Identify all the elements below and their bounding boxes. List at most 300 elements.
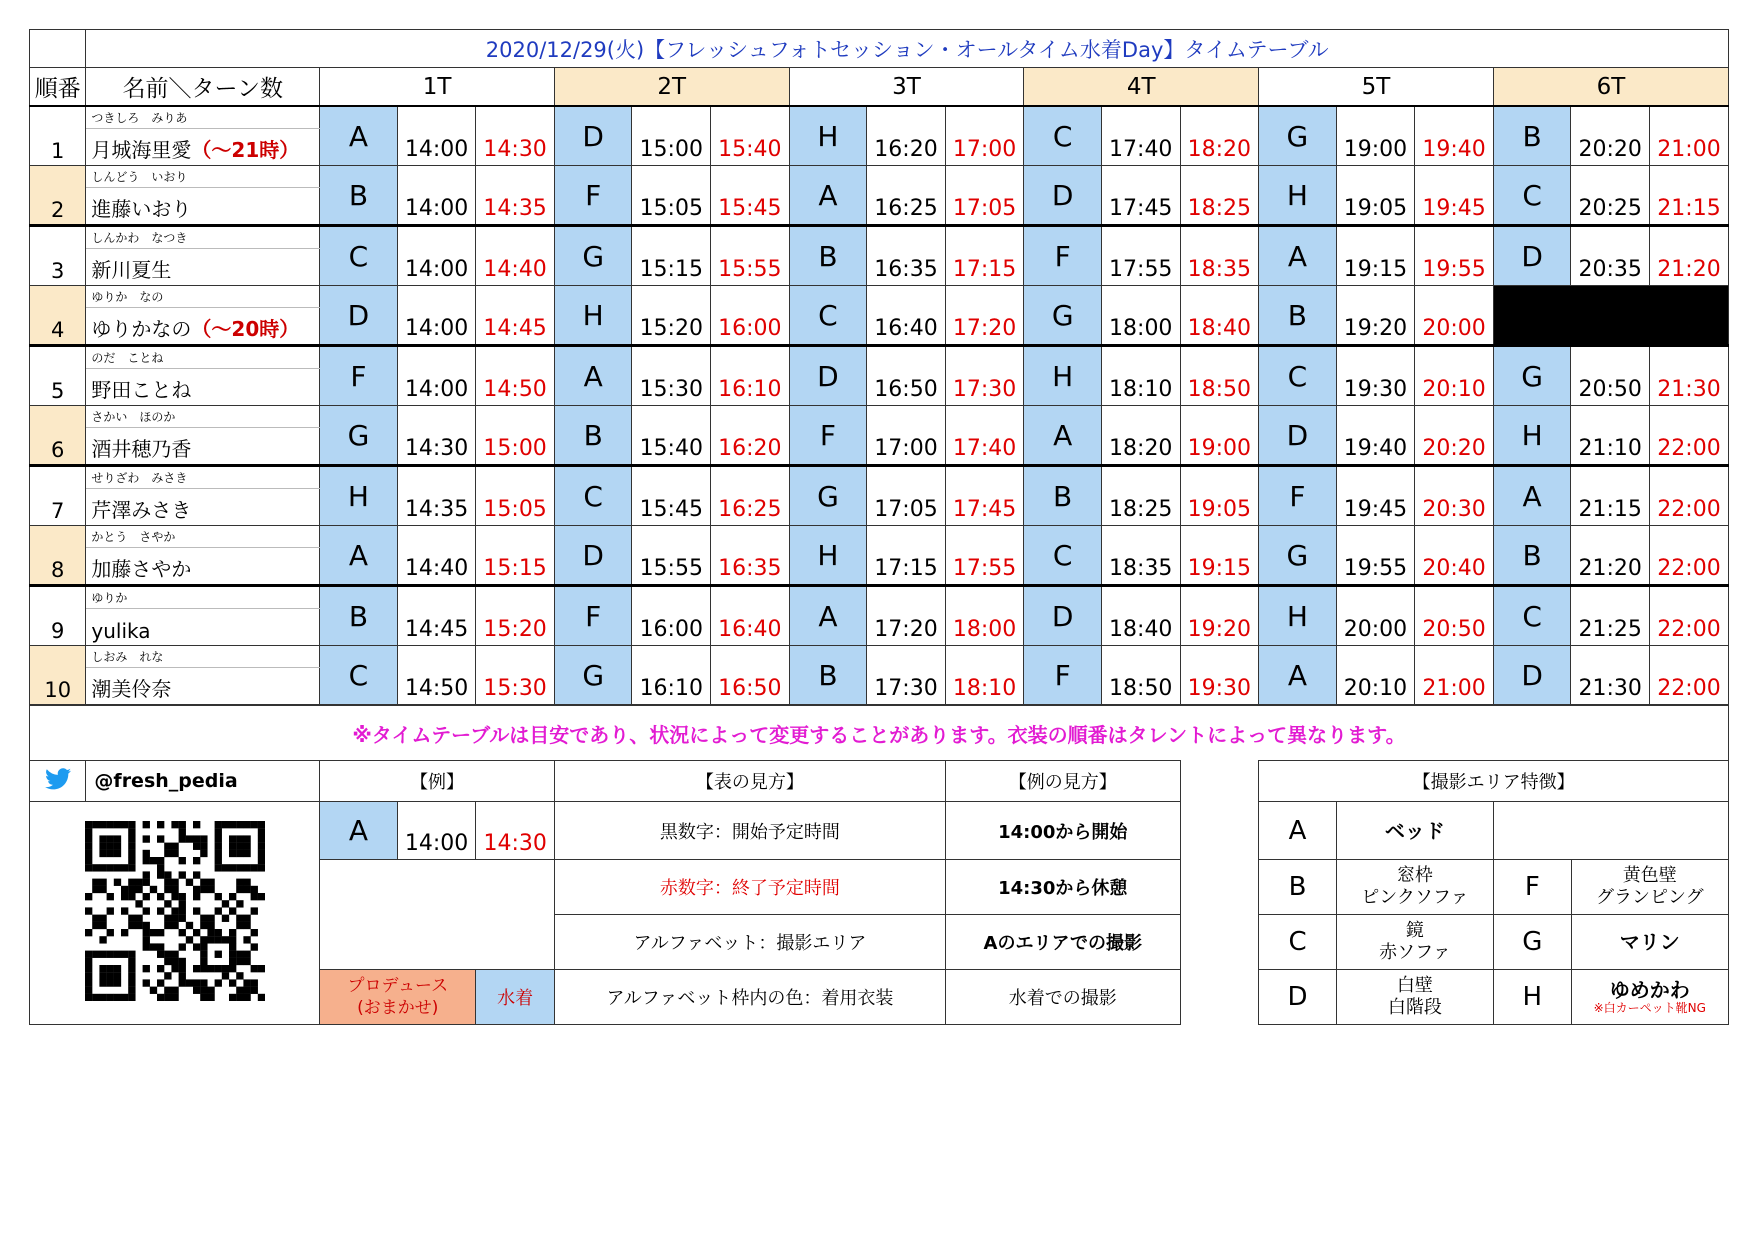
qr-module — [142, 821, 149, 828]
qr-module — [164, 871, 171, 878]
qr-module — [236, 821, 243, 828]
qr-module — [164, 922, 171, 929]
area-cell: A — [1024, 406, 1102, 466]
qr-module — [121, 821, 128, 828]
start-time: 14:00 — [397, 286, 476, 346]
qr-module — [128, 951, 135, 958]
qr-module — [236, 951, 243, 958]
qr-module — [121, 864, 128, 871]
qr-module — [85, 857, 92, 864]
qr-module — [193, 835, 200, 842]
turn-header: 5T — [1259, 68, 1494, 107]
qr-module — [128, 850, 135, 857]
qr-module — [229, 893, 236, 900]
qr-module — [164, 958, 171, 965]
start-time: 19:40 — [1336, 406, 1415, 466]
qr-module — [185, 979, 192, 986]
qr-module — [164, 886, 171, 893]
qr-module — [178, 958, 185, 965]
start-time: 14:00 — [397, 166, 476, 226]
area-cell: F — [1259, 466, 1337, 526]
qr-module — [257, 850, 264, 857]
area-cell: A — [320, 106, 398, 166]
area-cell: H — [1493, 406, 1571, 466]
qr-module — [142, 857, 149, 864]
area-features-header: 【撮影エリア特徴】 — [1259, 761, 1729, 802]
qr-module — [236, 900, 243, 907]
qr-module — [207, 987, 214, 994]
qr-module — [106, 843, 113, 850]
area-cell: F — [554, 166, 632, 226]
qr-module — [250, 893, 257, 900]
end-time: 14:35 — [476, 166, 555, 226]
qr-module — [135, 879, 142, 886]
qr-module — [257, 893, 264, 900]
qr-module — [221, 821, 228, 828]
area-cell: C — [1493, 166, 1571, 226]
qr-module — [92, 879, 99, 886]
area-cell: B — [789, 646, 867, 705]
qr-module — [92, 864, 99, 871]
qr-module — [193, 871, 200, 878]
area-d-desc: 白壁 白階段 — [1336, 970, 1493, 1025]
qr-module — [221, 900, 228, 907]
performer-kana: つきしろ みりあ — [86, 106, 320, 129]
qr-module — [257, 864, 264, 871]
qr-module — [178, 972, 185, 979]
example-blank — [320, 915, 555, 970]
qr-module — [243, 958, 250, 965]
performer-kana: しんかわ なつき — [86, 226, 320, 249]
qr-module — [178, 821, 185, 828]
end-time: 18:10 — [945, 646, 1024, 705]
area-cell: C — [320, 226, 398, 286]
qr-module — [236, 835, 243, 842]
qr-module — [164, 987, 171, 994]
start-time: 17:30 — [867, 646, 946, 705]
howto-item: アルファベット枠内の色：着用衣装 — [554, 970, 945, 1025]
start-time: 19:15 — [1336, 226, 1415, 286]
end-time: 17:00 — [945, 106, 1024, 166]
area-letter-c: C — [1259, 915, 1337, 970]
qr-module — [99, 843, 106, 850]
start-time: 18:40 — [1101, 586, 1180, 646]
qr-module — [121, 994, 128, 1001]
area-g-desc: マリン — [1571, 915, 1728, 970]
qr-module — [85, 972, 92, 979]
performer-name: 酒井穂乃香 — [91, 437, 192, 461]
qr-module — [157, 943, 164, 950]
qr-module — [257, 994, 264, 1001]
qr-module — [99, 886, 106, 893]
qr-module — [128, 843, 135, 850]
performer-row — [30, 586, 1729, 609]
end-time: 20:10 — [1415, 346, 1494, 406]
qr-module — [214, 864, 221, 871]
qr-module — [85, 828, 92, 835]
end-time: 22:00 — [1650, 406, 1729, 466]
qr-module — [142, 871, 149, 878]
qr-module — [85, 958, 92, 965]
area-cell: D — [1024, 586, 1102, 646]
qr-module — [229, 929, 236, 936]
order-number: 1 — [30, 106, 86, 166]
qr-module — [178, 929, 185, 936]
qr-module — [200, 987, 207, 994]
area-cell: G — [1259, 526, 1337, 586]
qr-module — [113, 972, 120, 979]
qr-module — [113, 835, 120, 842]
end-time: 21:00 — [1650, 106, 1729, 166]
qr-module — [200, 958, 207, 965]
end-time: 22:00 — [1650, 586, 1729, 646]
howto-item: アルファベット：撮影エリア — [554, 915, 945, 970]
qr-module — [171, 907, 178, 914]
qr-module — [85, 843, 92, 850]
performer-name: 加藤さやか — [91, 557, 192, 581]
area-cell: G — [554, 226, 632, 286]
qr-module — [185, 835, 192, 842]
end-time: 17:30 — [945, 346, 1024, 406]
start-time: 21:10 — [1571, 406, 1650, 466]
start-time: 17:20 — [867, 586, 946, 646]
end-time: 15:20 — [476, 586, 555, 646]
qr-module — [200, 936, 207, 943]
qr-module — [157, 857, 164, 864]
qr-module — [178, 871, 185, 878]
qr-module — [99, 915, 106, 922]
qr-module — [236, 864, 243, 871]
qr-module — [193, 886, 200, 893]
end-time: 18:35 — [1180, 226, 1259, 286]
qr-module — [214, 929, 221, 936]
end-time: 15:00 — [476, 406, 555, 466]
start-time: 19:05 — [1336, 166, 1415, 226]
qr-module — [193, 893, 200, 900]
timetable-sheet — [29, 29, 1729, 1025]
qr-module — [200, 951, 207, 958]
qr-code-icon[interactable] — [85, 821, 265, 1001]
start-time: 14:00 — [397, 226, 476, 286]
qr-module — [207, 915, 214, 922]
order-number: 6 — [30, 406, 86, 466]
end-time: 20:30 — [1415, 466, 1494, 526]
qr-module — [157, 929, 164, 936]
end-time: 17:45 — [945, 466, 1024, 526]
performer-name: 進藤いおり — [91, 197, 192, 221]
order-number: 10 — [30, 646, 86, 705]
end-time: 18:00 — [945, 586, 1024, 646]
qr-module — [214, 843, 221, 850]
qr-module — [99, 994, 106, 1001]
end-time: 20:40 — [1415, 526, 1494, 586]
qr-module — [207, 936, 214, 943]
qr-module — [142, 936, 149, 943]
start-time: 20:20 — [1571, 106, 1650, 166]
area-cell: F — [554, 586, 632, 646]
order-number: 7 — [30, 466, 86, 526]
qr-module — [193, 965, 200, 972]
performer-kana: のだ ことね — [86, 346, 320, 369]
qr-module — [92, 994, 99, 1001]
qr-module — [113, 843, 120, 850]
performer-name-cell — [86, 548, 320, 586]
qr-module — [178, 893, 185, 900]
area-c-desc: 鏡 赤ソファ — [1336, 915, 1493, 970]
example-end: 14:30 — [476, 802, 555, 860]
qr-module — [185, 936, 192, 943]
qr-module — [178, 835, 185, 842]
end-time: 21:20 — [1650, 226, 1729, 286]
end-time: 15:15 — [476, 526, 555, 586]
end-time: 19:45 — [1415, 166, 1494, 226]
area-a-desc: ベッド — [1336, 802, 1493, 860]
qr-module — [178, 915, 185, 922]
qr-module — [250, 943, 257, 950]
qr-module — [85, 965, 92, 972]
performer-name: ゆりかなの — [91, 317, 192, 341]
qr-module — [236, 922, 243, 929]
qr-module — [128, 972, 135, 979]
qr-module — [99, 922, 106, 929]
twitter-icon-cell — [30, 761, 86, 802]
produce-legend: プロデュース (おまかせ) — [320, 970, 476, 1025]
area-cell: C — [1493, 586, 1571, 646]
qr-module — [221, 965, 228, 972]
qr-module — [200, 850, 207, 857]
end-time: 21:00 — [1415, 646, 1494, 705]
qr-module — [243, 936, 250, 943]
performer-name-cell — [86, 249, 320, 286]
performer-name-cell — [86, 308, 320, 346]
turn-header: 2T — [554, 68, 789, 107]
qr-module — [185, 879, 192, 886]
qr-module — [200, 922, 207, 929]
qr-module — [171, 965, 178, 972]
order-number: 2 — [30, 166, 86, 226]
end-time: 19:00 — [1180, 406, 1259, 466]
qr-module — [193, 979, 200, 986]
qr-module — [171, 879, 178, 886]
legend-table — [29, 705, 1729, 1025]
howto-item: 黒数字：開始予定時間 — [554, 802, 945, 860]
area-b-desc: 窓枠 ピンクソファ — [1336, 860, 1493, 915]
qr-module — [221, 864, 228, 871]
area-cell: B — [554, 406, 632, 466]
qr-module — [142, 907, 149, 914]
qr-module — [250, 965, 257, 972]
name-header: 名前＼ターン数 — [86, 68, 320, 107]
qr-module — [142, 979, 149, 986]
start-time: 16:10 — [632, 646, 711, 705]
area-f-desc: 黄色壁 グランピング — [1571, 860, 1728, 915]
start-time: 14:35 — [397, 466, 476, 526]
qr-module — [85, 821, 92, 828]
header-row — [30, 68, 1729, 107]
qr-module — [243, 915, 250, 922]
start-time: 17:15 — [867, 526, 946, 586]
qr-module — [214, 907, 221, 914]
qr-module — [250, 979, 257, 986]
qr-module — [85, 907, 92, 914]
qr-module — [99, 850, 106, 857]
turn-header: 3T — [789, 68, 1024, 107]
qr-module — [214, 835, 221, 842]
qr-module — [214, 828, 221, 835]
area-cell: H — [789, 526, 867, 586]
qr-module — [128, 857, 135, 864]
end-time: 16:10 — [711, 346, 790, 406]
performer-kana: しおみ れな — [86, 646, 320, 668]
area-cell: F — [1024, 646, 1102, 705]
qr-module — [193, 929, 200, 936]
area-cell: D — [789, 346, 867, 406]
start-time: 21:20 — [1571, 526, 1650, 586]
qr-module — [229, 958, 236, 965]
twitter-handle[interactable]: @fresh_pedia — [86, 761, 320, 802]
performer-row — [30, 106, 1729, 129]
area-cell: C — [1024, 526, 1102, 586]
start-time: 18:35 — [1101, 526, 1180, 586]
start-time: 19:00 — [1336, 106, 1415, 166]
qr-module — [106, 994, 113, 1001]
qr-module — [200, 915, 207, 922]
qr-module — [99, 979, 106, 986]
performer-row — [30, 226, 1729, 249]
qr-module — [229, 907, 236, 914]
qr-module — [149, 943, 156, 950]
start-time: 15:00 — [632, 106, 711, 166]
start-time: 20:50 — [1571, 346, 1650, 406]
qr-module — [121, 951, 128, 958]
qr-module — [85, 951, 92, 958]
area-cell: A — [554, 346, 632, 406]
qr-module — [113, 879, 120, 886]
qr-module — [92, 922, 99, 929]
performer-row — [30, 646, 1729, 668]
qr-module — [142, 922, 149, 929]
qr-module — [106, 850, 113, 857]
qr-module — [149, 987, 156, 994]
start-time: 16:20 — [867, 106, 946, 166]
qr-module — [236, 843, 243, 850]
qr-module — [85, 994, 92, 1001]
qr-module — [229, 821, 236, 828]
qr-module — [149, 929, 156, 936]
qr-module — [221, 936, 228, 943]
start-time: 15:05 — [632, 166, 711, 226]
qr-module — [142, 929, 149, 936]
qr-module — [171, 915, 178, 922]
start-time: 18:20 — [1101, 406, 1180, 466]
qr-code-cell — [30, 802, 320, 1025]
qr-module — [128, 886, 135, 893]
qr-module — [214, 979, 221, 986]
start-time: 15:30 — [632, 346, 711, 406]
notice-text: ※タイムテーブルは目安であり、状況によって変更することがあります。衣装の順番はタレントによって異なります。 — [30, 706, 1729, 761]
performer-kana: さかい ほのか — [86, 406, 320, 428]
area-cell: C — [554, 466, 632, 526]
qr-module — [99, 936, 106, 943]
performer-name-cell — [86, 428, 320, 466]
qr-module — [128, 835, 135, 842]
qr-module — [164, 843, 171, 850]
qr-module — [128, 893, 135, 900]
turn-header: 4T — [1024, 68, 1259, 107]
qr-module — [178, 828, 185, 835]
qr-module — [243, 843, 250, 850]
qr-module — [214, 821, 221, 828]
area-cell: G — [789, 466, 867, 526]
start-time: 19:45 — [1336, 466, 1415, 526]
area-cell: A — [320, 526, 398, 586]
end-time: 15:45 — [711, 166, 790, 226]
area-cell: D — [320, 286, 398, 346]
qr-module — [135, 886, 142, 893]
qr-module — [142, 943, 149, 950]
qr-module — [178, 857, 185, 864]
qr-module — [106, 965, 113, 972]
area-letter-b: B — [1259, 860, 1337, 915]
qr-module — [121, 929, 128, 936]
qr-module — [113, 821, 120, 828]
qr-module — [221, 972, 228, 979]
qr-module — [164, 879, 171, 886]
qr-module — [128, 922, 135, 929]
start-time: 20:25 — [1571, 166, 1650, 226]
area-cell: B — [1493, 526, 1571, 586]
order-number: 4 — [30, 286, 86, 346]
area-cell: A — [1493, 466, 1571, 526]
area-cell: A — [789, 166, 867, 226]
area-cell: F — [1024, 226, 1102, 286]
qr-module — [128, 879, 135, 886]
qr-module — [85, 987, 92, 994]
performer-name: 潮美伶奈 — [91, 677, 172, 701]
start-time: 18:00 — [1101, 286, 1180, 346]
start-time: 17:00 — [867, 406, 946, 466]
start-time: 16:50 — [867, 346, 946, 406]
qr-module — [164, 951, 171, 958]
qr-module — [85, 835, 92, 842]
qr-module — [85, 850, 92, 857]
end-time: 16:35 — [711, 526, 790, 586]
qr-module — [121, 886, 128, 893]
end-time: 19:20 — [1180, 586, 1259, 646]
qr-module — [214, 965, 221, 972]
turn-header: 1T — [320, 68, 555, 107]
qr-module — [236, 994, 243, 1001]
qr-module — [113, 951, 120, 958]
qr-module — [257, 843, 264, 850]
example-item: 水着での撮影 — [945, 970, 1180, 1025]
performer-kana: しんどう いおり — [86, 166, 320, 188]
end-time: 22:00 — [1650, 646, 1729, 705]
start-time: 16:00 — [632, 586, 711, 646]
area-cell: G — [1024, 286, 1102, 346]
qr-module — [193, 987, 200, 994]
qr-module — [250, 886, 257, 893]
qr-module — [236, 958, 243, 965]
example-area: A — [320, 802, 398, 860]
end-time: 22:00 — [1650, 526, 1729, 586]
end-time: 20:20 — [1415, 406, 1494, 466]
end-time: 21:30 — [1650, 346, 1729, 406]
performer-row — [30, 166, 1729, 188]
qr-module — [135, 900, 142, 907]
start-time: 18:50 — [1101, 646, 1180, 705]
qr-module — [243, 864, 250, 871]
